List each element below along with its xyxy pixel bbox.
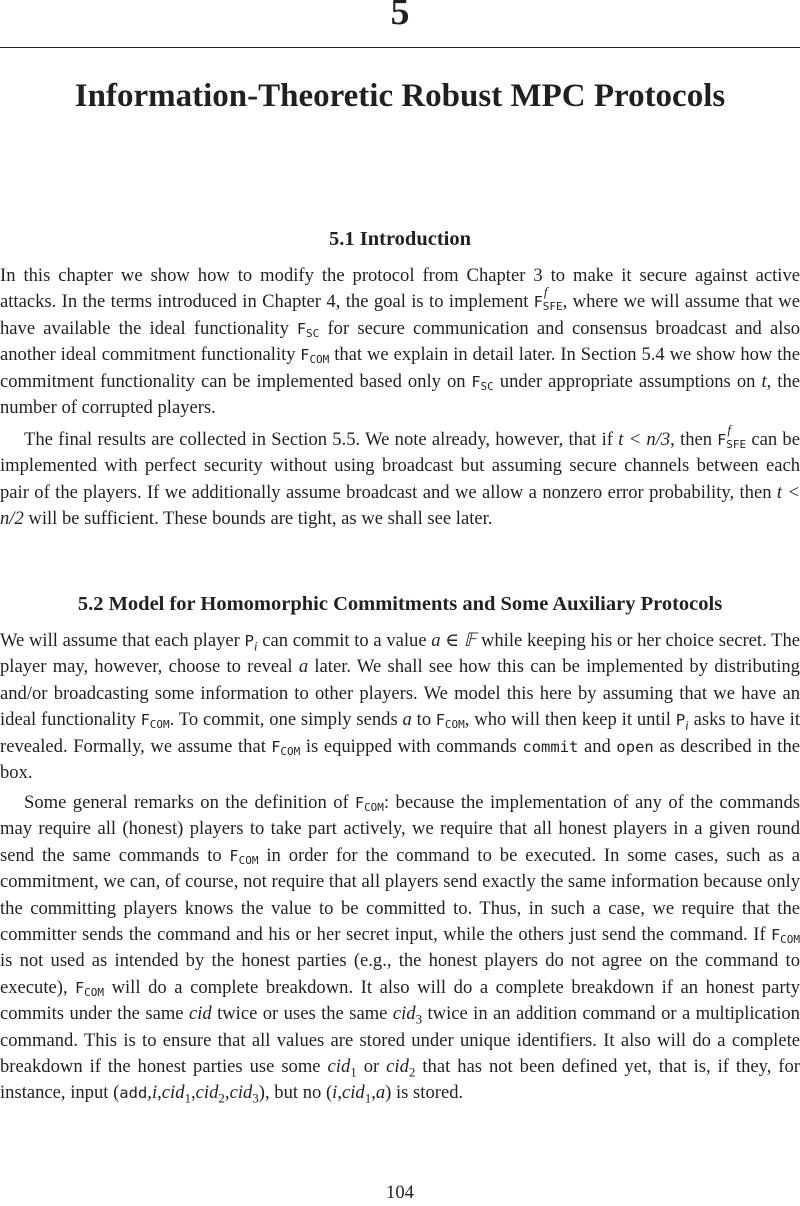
section-heading-5-1: 5.1 Introduction	[328, 228, 471, 250]
paragraph-intro-2: The final results are collected in Section 5.5. We note already, however, that if t < n/3, then F f $_{SFE}$ can be implemented with perfect security without using broadcast but assuming secure channels between each pair of the players. If we additionally assume broadcast and we allow a nonzero error probability, then t < n/2 will be sufficient. These bounds are tight, as we shall see later.	[0, 422, 800, 530]
chapter-title: Information-Theoretic Robust MPC Protocols	[74, 78, 726, 114]
header-rule	[0, 47, 800, 48]
paragraph-intro-1: In this chapter we show how to modify the protocol from Chapter 3 to make it secure against active attacks. In the terms introduced in Chapter 4, the goal is to implement F f $_{SFE}$, where we will assume that we have available the ideal functionality $F_{SC}$ for secure communication and consensus broadcast and also another ideal commitment functionality $F_{COM}$ that we explain in detail later. In Section 5.4 we show how the commitment functionality can be implemented based only on $F_{SC}$ under appropriate assumptions on t, the number of corrupted players.	[0, 265, 800, 419]
chapter-number: 5	[390, 0, 410, 33]
f-sfe-symbol: F f $_{SFE}$	[533, 284, 563, 314]
paragraph-model-1: We will assume that each player $P_i$ can commit to a value a ∈ 𝔽 while keeping his or her choice secret. The player may, however, choose to reveal a later. We shall see how this can be implemented by distributing and/or broadcasting some information to other players. We model this here by assuming that we have an ideal functionality $F_{COM}$. To commit, one simply sends a to $F_{COM}$, who will then keep it until $P_i$ asks to have it revealed. Formally, we assume that $F_{COM}$ is equipped with commands commit and open as described in the box.	[0, 630, 800, 784]
paragraph-model-2: Some general remarks on the definition of $F_{COM}$: because the implementation of any of the commands may require all (honest) players to take part actively, we require that all honest players in a given round send the same commands to $F_{COM}$ in order for the command to be executed. In some cases, such as a commitment, we can, of course, not require that all players send exactly the same information because only the committing players knows the value to be committed to. Thus, in such a case, we require that the committer sends the command and his or her secret input, while the others just send the command. If $F_{COM}$ is not used as intended by the honest parties (e.g., the honest players do not agree on the command to execute), $F_{COM}$ will do a complete breakdown. It also will do a complete breakdown if an honest party commits under the same cid twice or uses the same cid$_3$ twice in an addition command or a multiplication command. This is to ensure that all values are stored under unique identifiers. It also will do a complete breakdown if the honest parties use some cid$_1$ or cid$_2$ that has not been defined yet, that is, if they, for instance, input (add,i,cid$_1$,cid$_2$,cid$_3$), but no (i,cid$_1$,a) is stored.	[0, 792, 800, 1107]
section-heading-5-2: 5.2 Model for Homomorphic Commitments and Some Auxiliary Protocols	[77, 593, 723, 615]
page-number: 104	[386, 1182, 414, 1203]
f-sfe-symbol: F f $_{SFE}$	[717, 422, 747, 451]
